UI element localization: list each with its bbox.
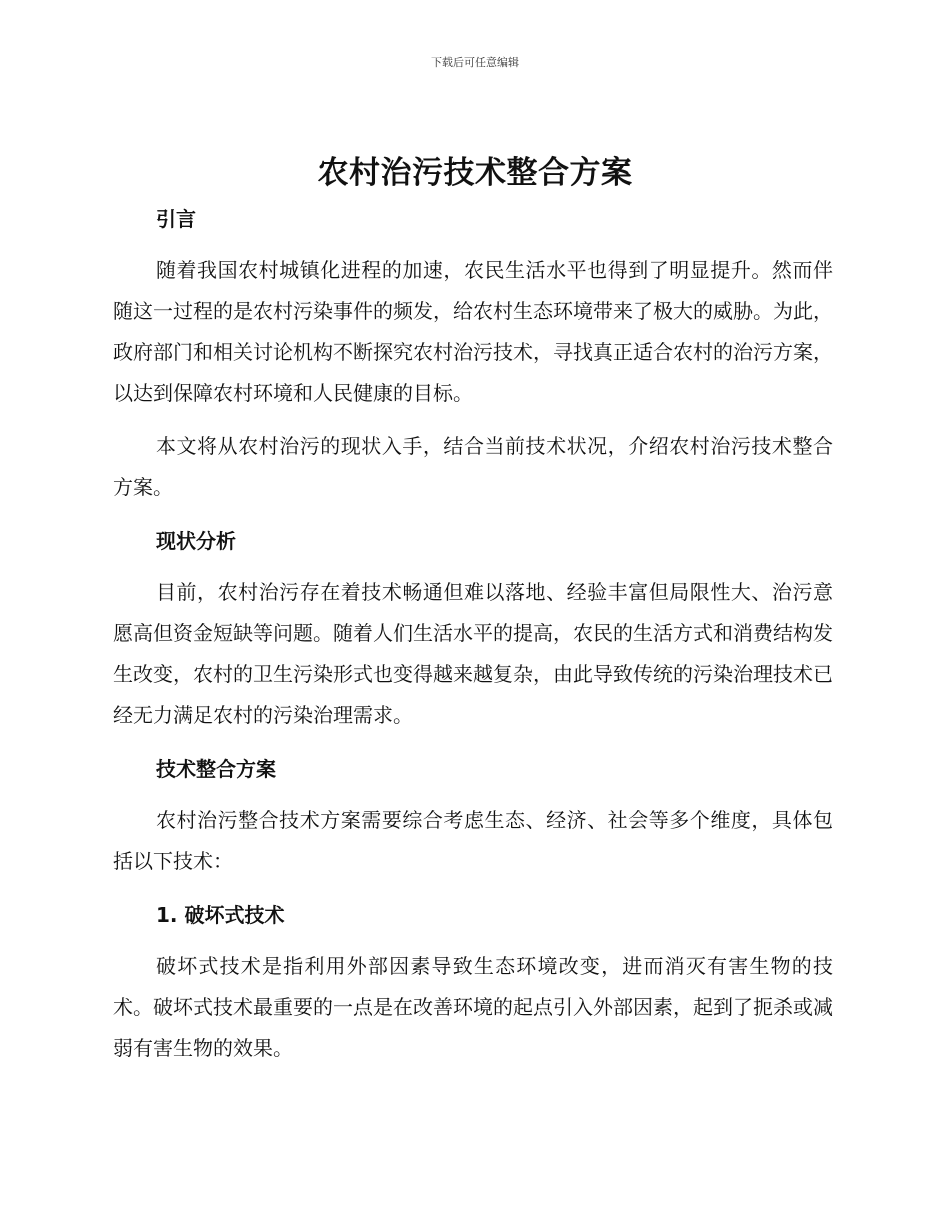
paragraph-intro-1: 随着我国农村城镇化进程的加速，农民生活水平也得到了明显提升。然而伴随这一过程的是农村污染事件的频发，给农村生态环境带来了极大的威胁。为此，政府部门和相关讨论机构不断探究农村治污技术，寻找真正适合农村的治污方案，以达到保障农村环境和人民健康的目标。 [113,258,833,405]
paragraph-intro-2: 本文将从农村治污的现状入手，结合当前技术状况，介绍农村治污技术整合方案。 [113,434,833,499]
paragraph-plan-1: 农村治污整合技术方案需要综合考虑生态、经济、社会等多个维度，具体包括以下技术： [113,808,833,873]
paragraph-tech1-1: 破坏式技术是指利用外部因素导致生态环境改变，进而消灭有害生物的技术。破坏式技术最重要的一点是在改善环境的起点引入外部因素，起到了扼杀或减弱有害生物的效果。 [113,954,833,1060]
section-heading-plan: 技术整合方案 [156,757,276,781]
section-heading-intro: 引言 [156,207,196,231]
paragraph-status-1: 目前，农村治污存在着技术畅通但难以落地、经验丰富但局限性大、治污意愿高但资金短缺等问题。随着人们生活水平的提高，农民的生活方式和消费结构发生改变，农村的卫生污染形式也变得越来越复杂，由此导致传统的污染治理技术已经无力满足农村的污染治理需求。 [113,580,833,727]
header-note: 下载后可任意编辑 [431,56,519,69]
document-body [113,198,833,1069]
section-heading-status: 现状分析 [156,529,236,553]
section-heading-tech1: 1. 破坏式技术 [156,903,285,927]
document-title: 农村治污技术整合方案 [317,155,633,191]
